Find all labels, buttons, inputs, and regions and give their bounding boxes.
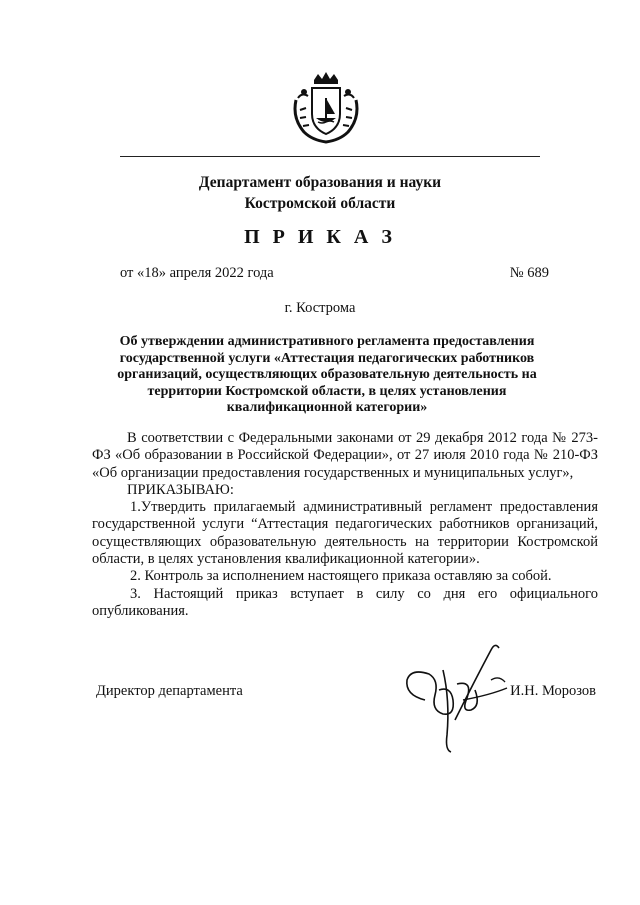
document-city: г. Кострома (284, 300, 356, 316)
order-item-1: 1.Утвердить прилагаемый административный регламент предоставления государственной услуги “Аттестация педагогических работников организаций, осуществляющих образовательную деятельность на территории Костромской области, в целях установления квалификационной категории». (92, 499, 598, 568)
department-region: Костромской области (244, 195, 396, 212)
header-divider (120, 156, 540, 157)
order-item-2: 2. Контроль за исполнением настоящего приказа оставляю за собой. (130, 568, 552, 585)
order-word: ПРИКАЗЫВАЮ: (127, 481, 234, 498)
signatory-name: И.Н. Морозов (510, 683, 596, 699)
document-number: № 689 (509, 265, 549, 281)
department-name: Департамент образования и науки (198, 174, 442, 191)
preamble-paragraph: В соответствии с Федеральными законами от 29 декабря 2012 года № 273-ФЗ «Об образовании в Российской Федерации», от 27 июля 2010 года № 210-ФЗ «Об организации предоставления государственных и муниципальных услуг», (92, 430, 598, 481)
document-body (92, 430, 598, 620)
order-item-3: 3. Настоящий приказ вступает в силу со дня его официального опубликования. (92, 585, 598, 619)
department-heading (0, 172, 640, 214)
coat-of-arms-icon (288, 70, 364, 146)
signatory-position: Директор департамента (96, 683, 243, 699)
document-date: от «18» апреля 2022 года (120, 265, 274, 281)
document-subject: Об утверждении административного регламента предоставления государственной услуги «Аттестация педагогических работников организаций, осуществляющих образовательную деятельность на территории Костромской области, в целях установления квалификационной категории» (117, 334, 537, 416)
document-title: П Р И К А З (244, 226, 396, 248)
